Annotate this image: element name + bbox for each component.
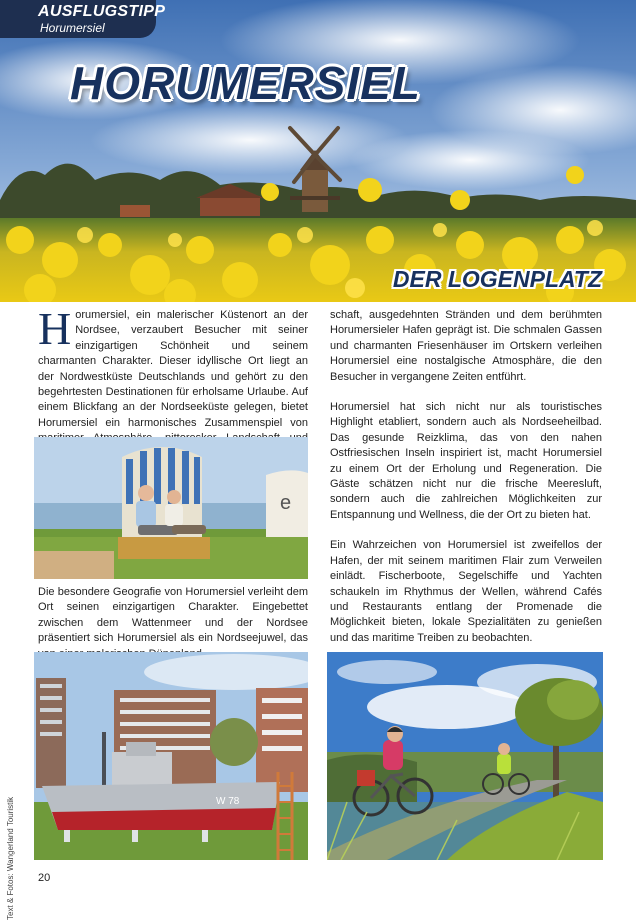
beach-chair-letter: e xyxy=(280,492,292,514)
page-subtitle: DER LOGENPLATZ xyxy=(392,266,602,292)
paragraph-continuation: schaft, ausgedehnten Stränden und dem berühmten Horumersieler Hafen geprägt ist. Die schmalen Gassen und charmanten Friesenhäuser im Ortskern verleihen Horumersiel eine nostalgische Atmosphäre, die den Besucher in vergangene Zeiten entführt. xyxy=(330,309,602,383)
windmill-landscape-photo xyxy=(0,0,636,302)
intro-text: orumersiel, ein malerischer Küstenort an der Nordsee, verzaubert Besucher mit seiner einzigartigen Schönheit und seinem charmanten Charakter. Dieser idyllische Ort liegt an der Nordwestküste Deutschlands und gehört zu den begehrtesten Destinationen für erholsame Urlaube. Auf einem Blickfang an der Nordseeküste gelegen, bietet Horumersiel ein harmonisches Zusammenspiel von xyxy=(38,309,308,429)
category-tag xyxy=(0,0,166,38)
article-column-left-bottom xyxy=(38,585,308,662)
category-tag-subtitle: Horumersiel xyxy=(40,21,105,35)
page-title: HORUMERSIEL xyxy=(70,57,421,109)
paragraph-geography: Die besondere Geografie von Horumersiel verleiht dem Ort seinen einzigartigen Charakter. Eingebettet zwischen dem Wattenmeer und der Nordsee präsentiert sich Horumersiel als ein Nordseejuwel, das xyxy=(38,586,308,645)
category-tag-title: AUSFLUGSTIPP xyxy=(38,3,166,20)
museum-ship-photo xyxy=(34,652,308,860)
ship-hull-number: W 78 xyxy=(216,796,240,807)
drop-cap: H xyxy=(38,303,72,354)
beach-chair-photo xyxy=(34,437,308,579)
hero-image xyxy=(0,0,636,302)
paragraph-spa: Horumersiel hat sich nicht nur als touristisches Highlight etabliert, sondern auch als Nordseeheilbad. Das gesunde Reizklima, das von den nahen Ostfriesischen Inseln inspiriert ist, macht Horumersiel zu einem Ort der Erholung und Regeneration. Die Gäste schätzen nicht nur die frische Meeresluft, sondern auch die zahlreichen Möglichkeiten zur Entspannung und Wellness, die der Ort zu bieten hat. xyxy=(330,401,602,521)
paragraph-harbour: Ein Wahrzeichen von Horumersiel ist zweifellos der Hafen, der mit seinem maritimen Flair zum Verweilen einlädt. Fischerboote, Segelschiffe und Yachten schaukeln im Rhythmus der Wellen, während Cafés und Restaurants entlang der Promenade die Möglichkeit bieten, lokale Spezialitäten zu genießen und das maritime Treiben zu beobachten. xyxy=(330,539,602,644)
photo-credit: Text & Fotos: Wangerland Touristik xyxy=(6,796,15,920)
page-number: 20 xyxy=(38,872,51,884)
cyclists-photo xyxy=(327,652,603,860)
